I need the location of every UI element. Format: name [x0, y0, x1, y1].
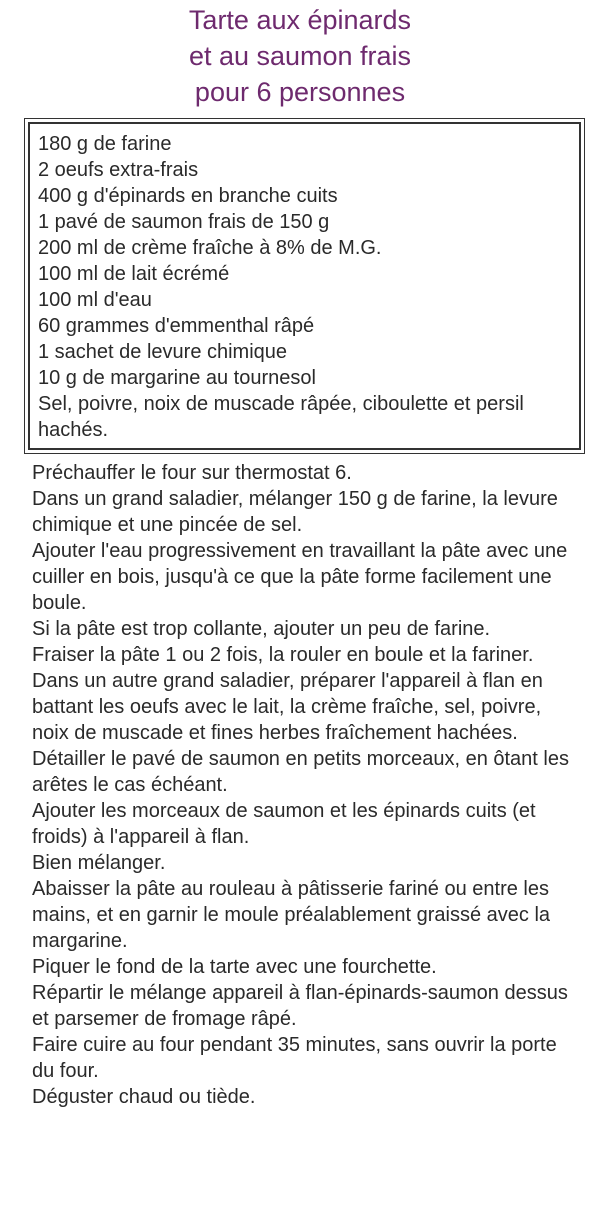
step-item: Répartir le mélange appareil à flan-épinards-saumon dessus et parsemer de fromage râpé. [32, 982, 568, 1030]
step-item: Piquer le fond de la tarte avec une fourchette. [32, 956, 437, 978]
ingredient-item: 100 ml d'eau [38, 289, 152, 311]
ingredients-box [24, 118, 585, 454]
step-item: Dans un autre grand saladier, préparer l'appareil à flan en battant les oeufs avec le lait, la crème fraîche, sel, poivre, noix de muscade et fines herbes fraîchement hachées. [32, 670, 543, 744]
title-line: et au saumon frais [188, 41, 412, 71]
ingredient-item: 200 ml de crème fraîche à 8% de M.G. [38, 237, 382, 259]
step-item: Ajouter les morceaux de saumon et les épinards cuits (et froids) à l'appareil à flan. [32, 800, 536, 848]
step-item: Bien mélanger. [32, 852, 166, 874]
step-item: Ajouter l'eau progressivement en travaillant la pâte avec une cuiller en bois, jusqu'à ce que la pâte forme facilement une boule. [32, 540, 568, 614]
recipe-title [0, 2, 600, 110]
ingredients-list [28, 122, 581, 450]
ingredient-item: 100 ml de lait écrémé [38, 263, 230, 285]
title-line: pour 6 personnes [194, 77, 406, 107]
ingredient-item: 10 g de margarine au tournesol [38, 367, 316, 389]
step-item: Dans un grand saladier, mélanger 150 g de farine, la levure chimique et une pincée de sel. [32, 488, 558, 536]
step-item: Si la pâte est trop collante, ajouter un peu de farine. [32, 618, 491, 640]
step-item: Déguster chaud ou tiède. [32, 1086, 256, 1108]
step-item: Préchauffer le four sur thermostat 6. [32, 462, 352, 484]
ingredient-item: 60 grammes d'emmenthal râpé [38, 315, 315, 337]
ingredient-item: Sel, poivre, noix de muscade râpée, ciboulette et persil hachés. [38, 393, 524, 441]
ingredient-item: 2 oeufs extra-frais [38, 159, 199, 181]
recipe-steps [32, 460, 580, 1110]
ingredient-item: 1 pavé de saumon frais de 150 g [38, 211, 330, 233]
ingredient-item: 180 g de farine [38, 133, 172, 155]
ingredient-item: 400 g d'épinards en branche cuits [38, 185, 338, 207]
step-item: Faire cuire au four pendant 35 minutes, sans ouvrir la porte du four. [32, 1034, 557, 1082]
step-item: Détailler le pavé de saumon en petits morceaux, en ôtant les arêtes le cas échéant. [32, 748, 569, 796]
title-line: Tarte aux épinards [188, 5, 412, 35]
ingredient-item: 1 sachet de levure chimique [38, 341, 288, 363]
step-item: Abaisser la pâte au rouleau à pâtisserie fariné ou entre les mains, et en garnir le moule préalablement graissé avec la margarine. [32, 878, 551, 952]
step-item: Fraiser la pâte 1 ou 2 fois, la rouler en boule et la fariner. [32, 644, 534, 666]
